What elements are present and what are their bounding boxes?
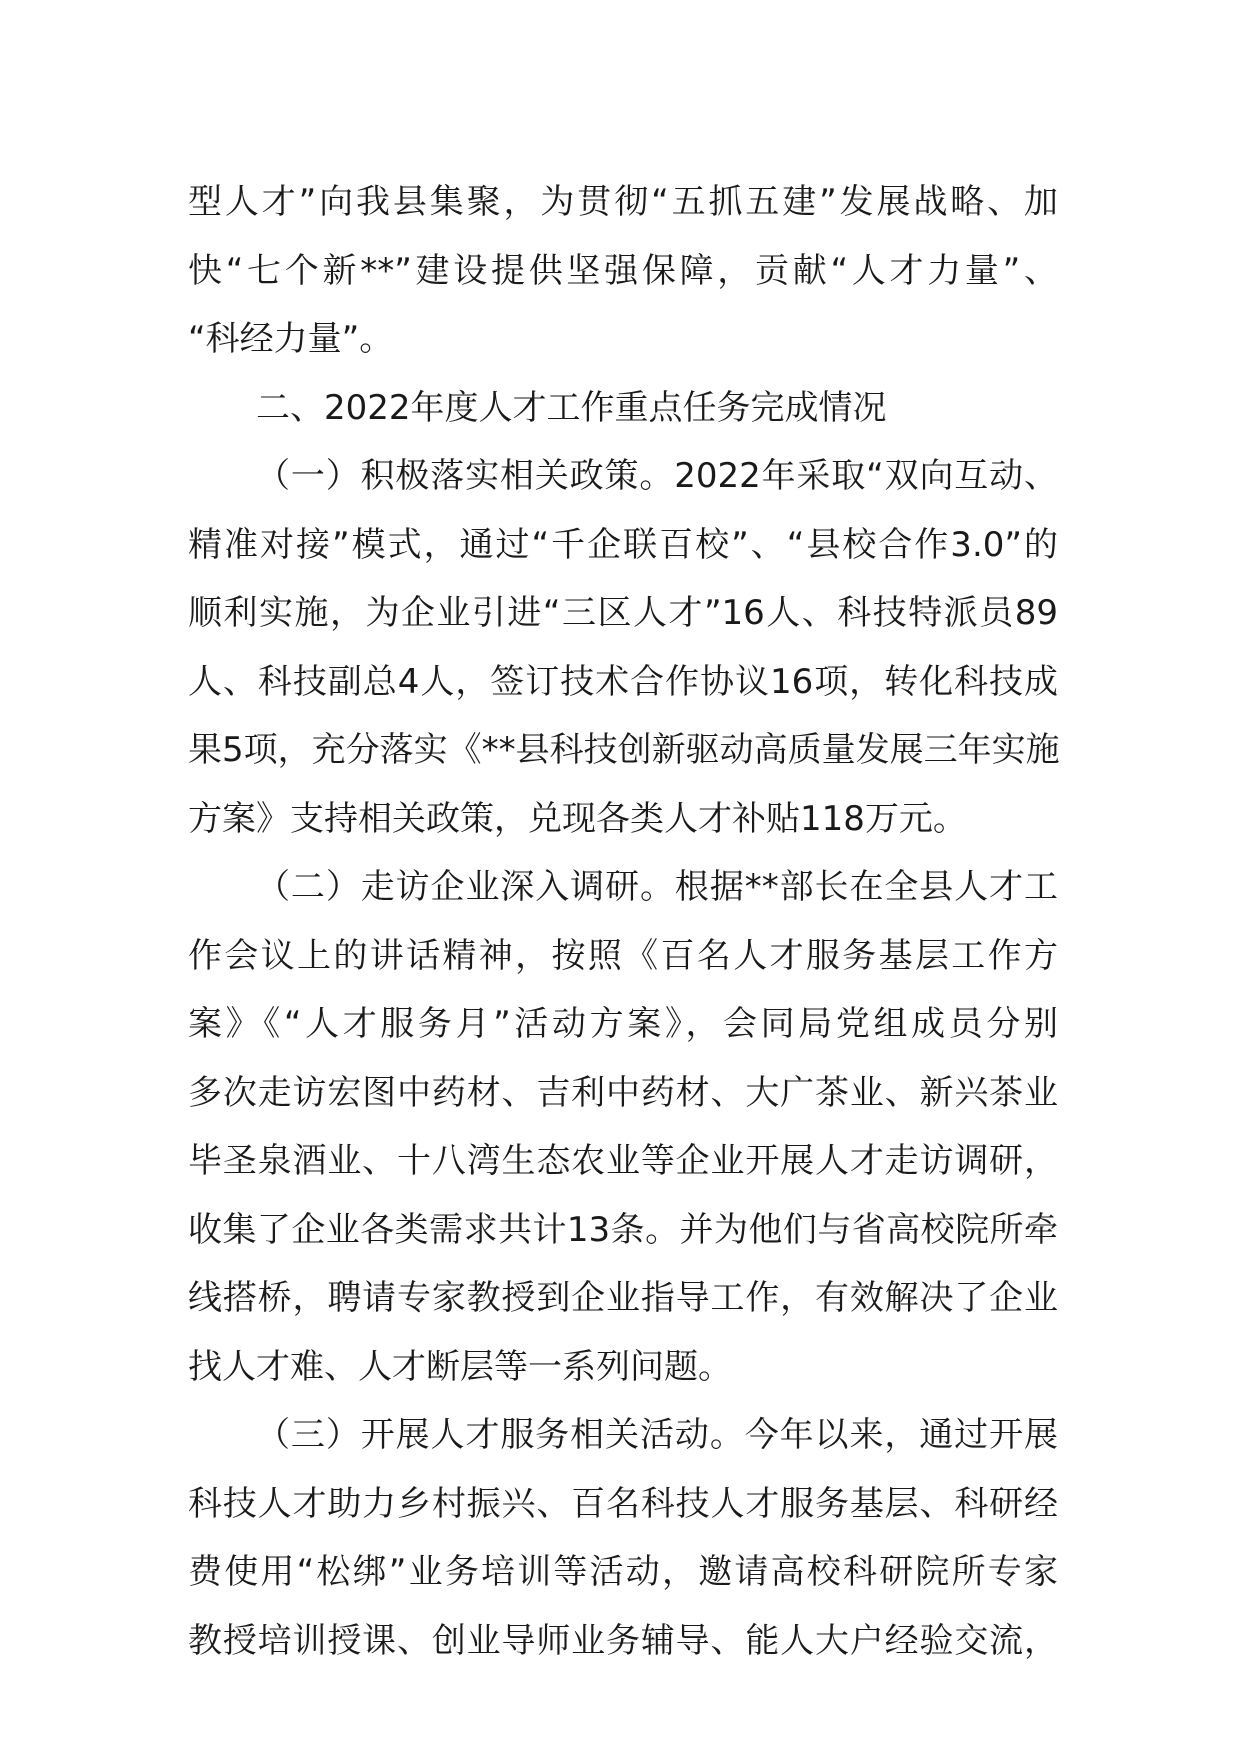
text-line: 人、科技副总4人，签订技术合作协议16项，转化科技成 xyxy=(188,661,1058,702)
paragraph-first-line: （二）走访企业深入调研。根据**部长在全县人才工 xyxy=(256,867,1058,907)
paragraph-first-line: （一）积极落实相关政策。2022年采取“双向互动、 xyxy=(256,456,1058,496)
document-page xyxy=(188,168,1058,1675)
text-line: 找人才难、人才断层等一系列问题。 xyxy=(188,1346,732,1387)
section-heading: 二、2022年度人才工作重点任务完成情况 xyxy=(256,387,887,428)
text-line: 快“七个新**”建设提供坚强保障，贡献“人才力量”、 xyxy=(188,250,1058,291)
text-line: 方案》支持相关政策，兑现各类人才补贴118万元。 xyxy=(188,798,967,839)
paragraph-first-line: （三）开展人才服务相关活动。今年以来，通过开展 xyxy=(256,1415,1058,1455)
text-line: 多次走访宏图中药材、吉利中药材、大广茶业、新兴茶业 xyxy=(188,1072,1058,1113)
text-line: 科技人才助力乡村振兴、百名科技人才服务基层、科研经 xyxy=(188,1483,1058,1524)
text-line: 收集了企业各类需求共计13条。并为他们与省高校院所牵 xyxy=(188,1209,1058,1250)
text-line: 顺利实施，为企业引进“三区人才”16人、科技特派员89 xyxy=(188,593,1058,633)
text-line: 案》《“人才服务月”活动方案》，会同局党组成员分别 xyxy=(188,1004,1058,1044)
text-line: 线搭桥，聘请专家教授到企业指导工作，有效解决了企业 xyxy=(188,1278,1058,1318)
text-line: 毕圣泉酒业、十八湾生态农业等企业开展人才走访调研， xyxy=(188,1141,1058,1181)
text-line: 精准对接”模式，通过“千企联百校”、“县校合作3.0”的 xyxy=(188,524,1058,565)
text-line: 作会议上的讲话精神，按照《百名人才服务基层工作方 xyxy=(188,935,1058,976)
text-line: 教授培训授课、创业导师业务辅导、能人大户经验交流， xyxy=(188,1620,1058,1661)
text-line: 果5项，充分落实《**县科技创新驱动高质量发展三年实施 xyxy=(188,730,1060,770)
text-line: 费使用“松绑”业务培训等活动，邀请高校科研院所专家 xyxy=(188,1552,1058,1592)
text-line: “科经力量”。 xyxy=(188,319,394,359)
text-line: 型人才”向我县集聚，为贯彻“五抓五建”发展战略、加 xyxy=(188,182,1058,222)
